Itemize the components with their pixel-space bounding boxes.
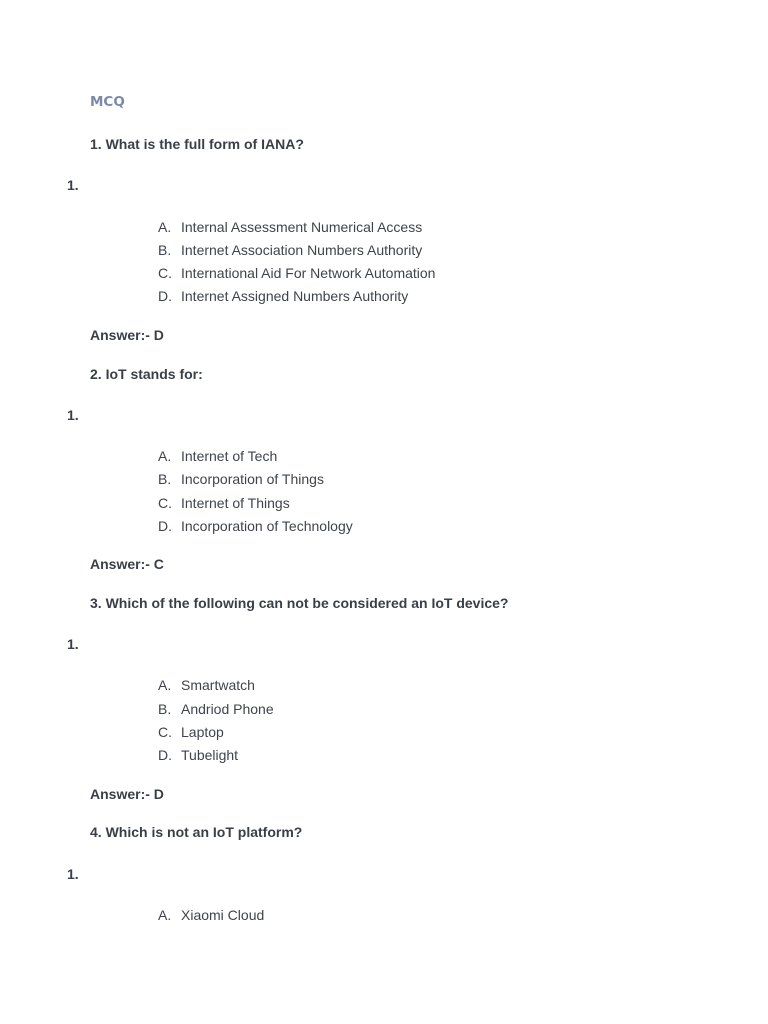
- option-item: [158, 701, 274, 717]
- option-item: [158, 907, 264, 923]
- question-3: 3. Which of the following can not be considered an IoT device?: [90, 595, 509, 611]
- list-number: 1.: [67, 636, 79, 652]
- option-text: Incorporation of Technology: [181, 518, 353, 534]
- section-heading: MCQ: [90, 94, 125, 110]
- option-text: Tubelight: [181, 747, 239, 763]
- question-2: 2. IoT stands for:: [90, 366, 203, 382]
- option-item: [158, 219, 422, 235]
- option-letter: D.: [158, 288, 172, 304]
- option-text: Xiaomi Cloud: [181, 907, 265, 923]
- option-item: [158, 265, 435, 281]
- option-text: International Aid For Network Automation: [181, 265, 436, 281]
- option-text: Incorporation of Things: [181, 471, 324, 487]
- option-text: Laptop: [181, 724, 224, 740]
- option-item: [158, 518, 353, 534]
- question-1: 1. What is the full form of IANA?: [90, 136, 304, 152]
- list-number: 1.: [67, 177, 79, 193]
- option-text: Andriod Phone: [181, 701, 274, 717]
- option-text: Internet Assigned Numbers Authority: [181, 288, 409, 304]
- option-text: Internet of Tech: [181, 448, 278, 464]
- list-number: 1.: [67, 407, 79, 423]
- option-letter: A.: [158, 907, 172, 923]
- option-text: Smartwatch: [181, 677, 255, 693]
- answer-text: Answer:- D: [90, 327, 164, 343]
- option-text: Internet of Things: [181, 495, 290, 511]
- option-letter: D.: [158, 518, 172, 534]
- option-item: [158, 747, 238, 763]
- option-letter: C.: [158, 495, 172, 511]
- option-letter: C.: [158, 265, 172, 281]
- option-letter: C.: [158, 724, 172, 740]
- option-item: [158, 448, 277, 464]
- option-item: [158, 471, 324, 487]
- option-item: [158, 724, 224, 740]
- option-text: Internet Association Numbers Authority: [181, 242, 423, 258]
- list-number: 1.: [67, 866, 79, 882]
- answer-text: Answer:- D: [90, 786, 164, 802]
- option-letter: B.: [158, 471, 172, 487]
- option-item: [158, 288, 408, 304]
- option-letter: D.: [158, 747, 172, 763]
- option-letter: A.: [158, 219, 172, 235]
- option-letter: A.: [158, 448, 172, 464]
- option-text: Internal Assessment Numerical Access: [181, 219, 423, 235]
- option-letter: A.: [158, 677, 172, 693]
- option-item: [158, 242, 422, 258]
- option-letter: B.: [158, 701, 172, 717]
- option-item: [158, 677, 255, 693]
- question-4: 4. Which is not an IoT platform?: [90, 824, 303, 840]
- option-item: [158, 495, 290, 511]
- answer-text: Answer:- C: [90, 556, 164, 572]
- option-letter: B.: [158, 242, 172, 258]
